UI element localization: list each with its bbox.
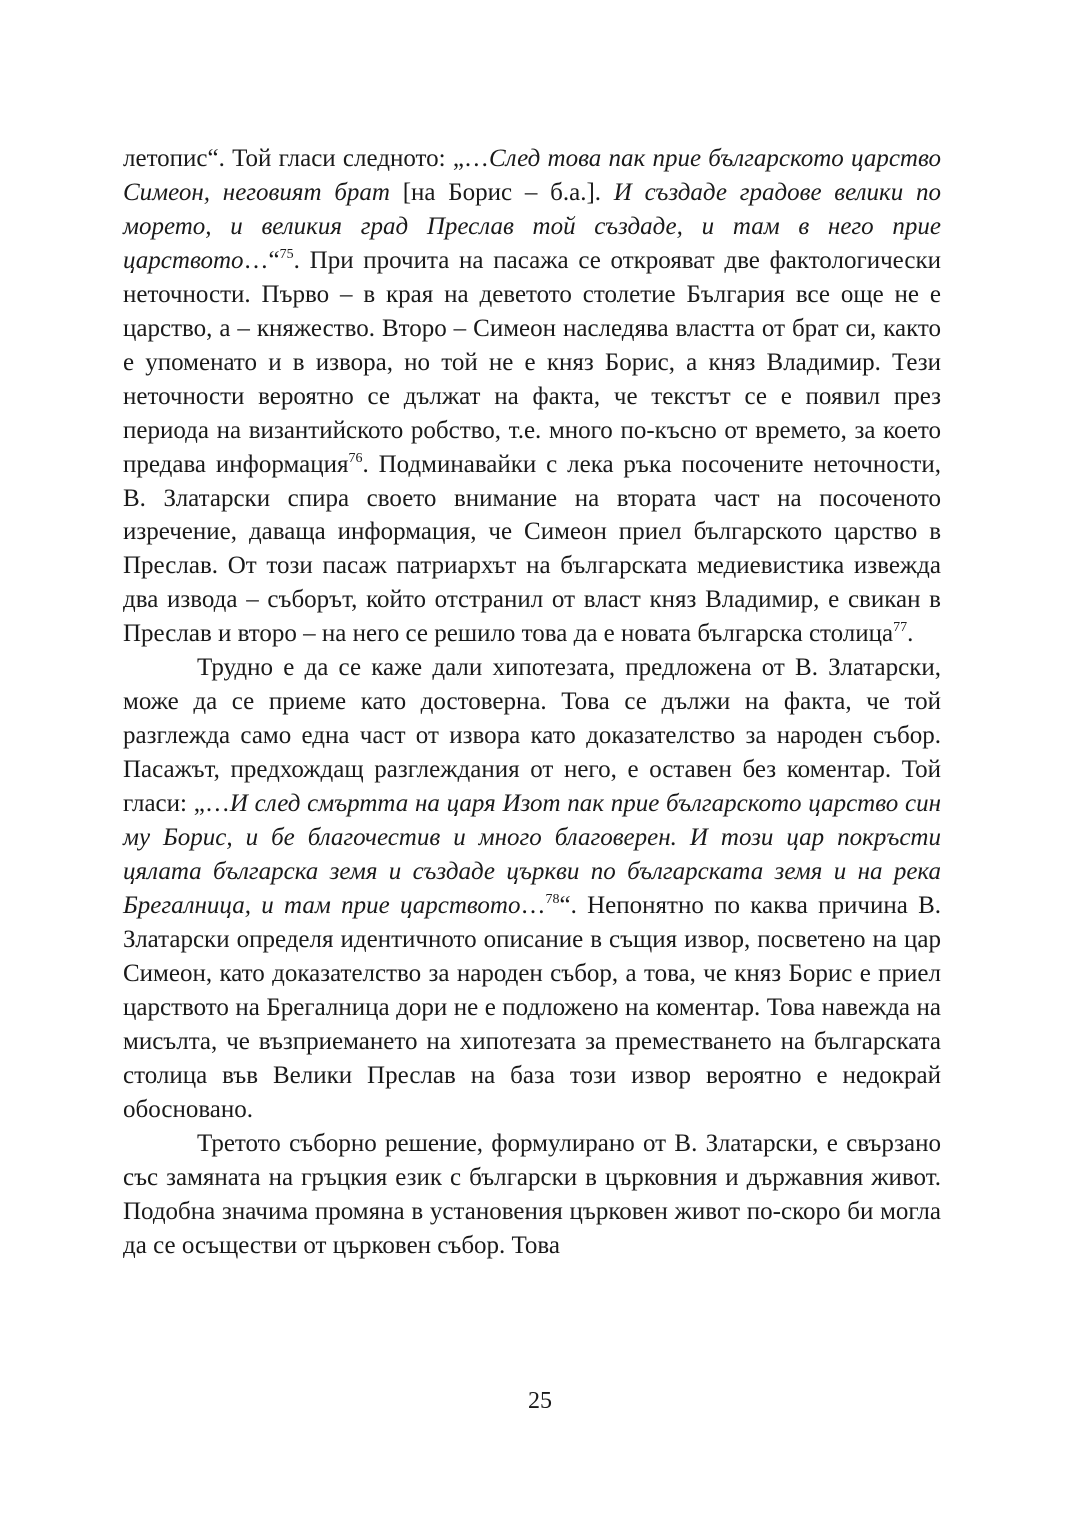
body-text: . [907,620,914,648]
body-text: “. Непонятно по каква причина В. Златарски определя идентичното описание в същия извор, посветено на цар Симеон, като доказателство за народен събор, а това, че княз Борис е приел царството на Брегалница дори не е подложено на коментар. Това навежда на мисълта, че възприемането на хипотезата за преместването на българската столица във Велики Преслав на база този извор вероятно е недокрай обосновано. [123,891,941,1123]
footnote-reference: 78 [545,891,560,907]
body-text: летопис“. Той гласи следното: „… [123,145,489,172]
paragraph [123,651,941,1126]
page-body [123,142,941,1262]
italic-quote: След това пак прие българското царство Симеон, неговият брат [123,145,942,206]
page-number: 25 [528,1388,552,1414]
body-text: [на Борис – б.а.]. [389,178,614,206]
italic-quote: И след смъртта на царя Изот пак прие българското царство син му Борис, и бе благочестив и много благоверен. И този цар покръсти цялата българска земя и създаде църкви по българската земя и на река Брегалница, и там прие царството [123,790,941,919]
paragraph [123,1127,941,1263]
body-text: Третото съборно решение, формулирано от В. Златарски, е свързано със замяната на гръцкия език с български в църковния и държавния живот. Подобна значима промяна в установения църковен живот по-скоро би могла да се осъществи от църковен събор. Това [123,1129,941,1259]
body-text: . При прочита на пасажа се открояват две фактологически неточности. Първо – в края на деветото столетие България все още не е царство, а – княжество. Второ – Симеон наследява властта от брат си, както е упоменато и в извора, но той не е княз Борис, а княз Владимир. Тези неточности вероятно се дължат на факта, че текстът се е появил през периода на византийското робство, т.е. много по-късно от времето, за което предава информация [123,246,941,478]
body-text: . Подминавайки с лека ръка посочените неточности, В. Златарски спира своето внимание на втората част на посоченото изречение, даваща информация, че Симеон приел българското царство в Преслав. От този пасаж патриархът на българската медиевистика извежда два извода – съборът, който отстранил от власт княз Владимир, е свикан в Преслав и второ – на него се решило това да е новата българска столица [123,450,941,648]
footnote-reference: 76 [348,450,363,466]
footnote-reference: 75 [279,246,294,262]
body-text: Трудно е да се каже дали хипотезата, предложена от В. Златарски, може да се приеме като достоверна. Това се дължи на факта, че той разглежда само една част от извора като доказателство за народен събор. Пасажът, предхождащ разглеждания от него, е оставен без коментар. Той гласи: „… [123,654,941,818]
body-text: … [520,891,546,919]
paragraph [123,142,941,651]
italic-quote: И създаде градове велики по морето, и великия град Преслав той създаде, и там в него прие царството [123,178,941,274]
body-text: …“ [243,246,280,274]
footnote-reference: 77 [893,620,908,636]
